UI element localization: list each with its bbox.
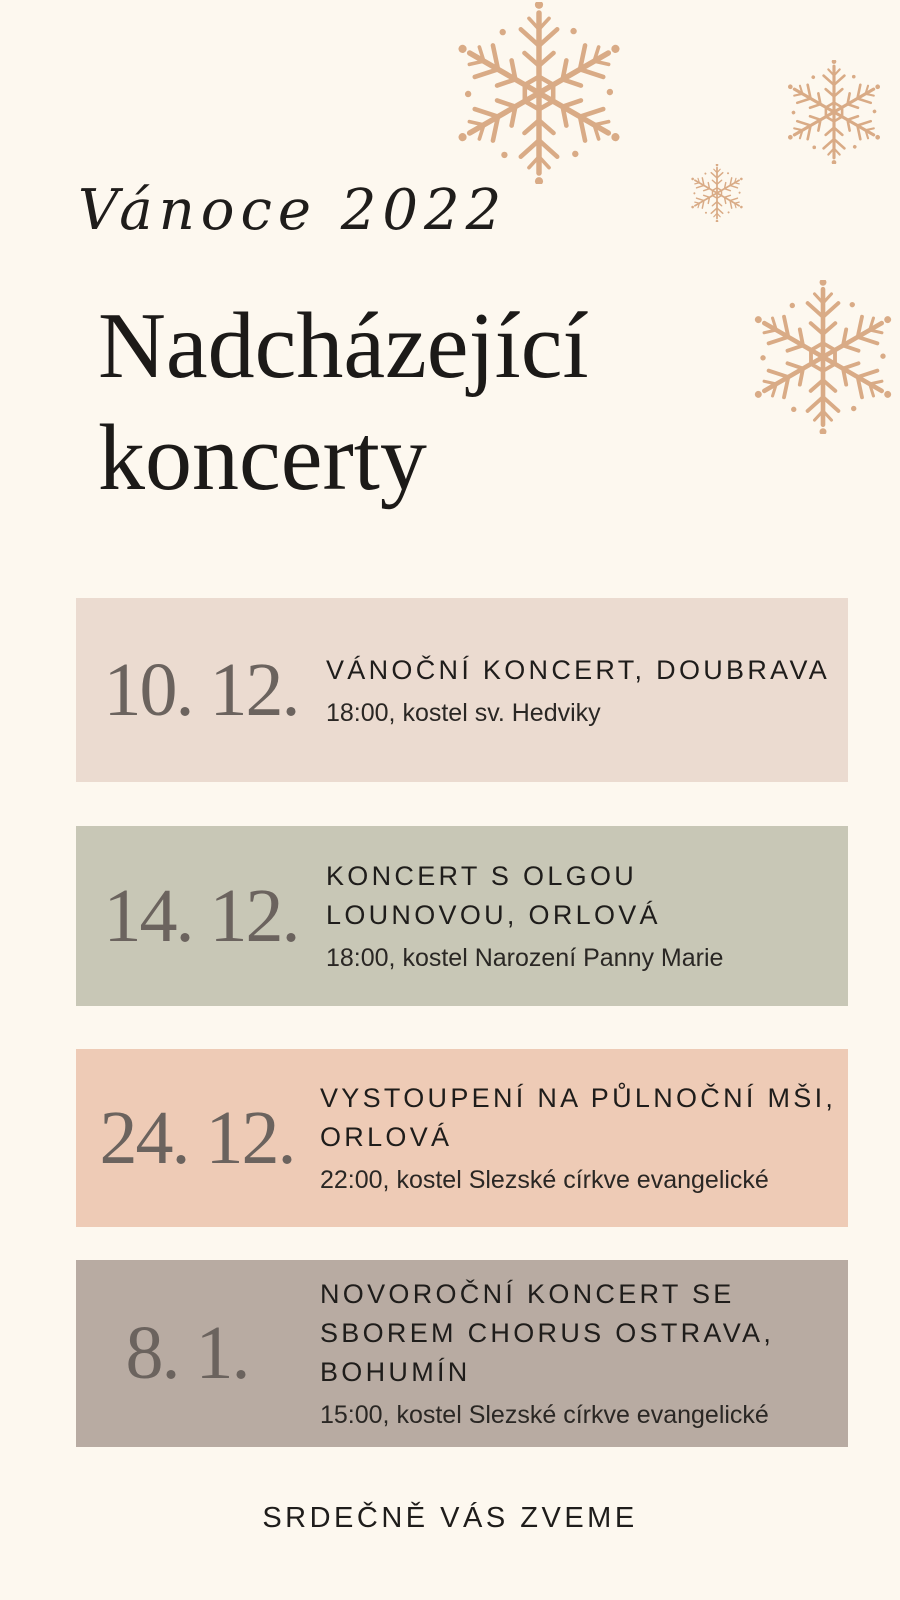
concert-name: NOVOROČNÍ KONCERT SE SBOREM CHORUS OSTRAVA, BOHUMÍN xyxy=(320,1279,775,1387)
footer-invitation: SRDEČNĚ VÁS ZVEME xyxy=(262,1502,638,1534)
concert-name: VYSTOUPENÍ NA PŮLNOČNÍ MŠI, ORLOVÁ xyxy=(320,1083,837,1152)
snowflake-icon-small xyxy=(688,164,746,222)
snowflake-icon-large xyxy=(448,2,630,184)
concert-date: 24. 12. xyxy=(99,1095,295,1180)
concert-date: 8. 1. xyxy=(125,1311,249,1395)
snowflake-icon-right xyxy=(746,280,900,434)
concert-name: KONCERT S OLGOU LOUNOVOU, ORLOVÁ xyxy=(326,861,661,930)
concert-date: 14. 12. xyxy=(103,873,299,958)
concert-card xyxy=(76,1049,848,1227)
concert-info xyxy=(326,826,834,1006)
concert-detail: 18:00, kostel sv. Hedviky xyxy=(326,698,601,727)
concert-detail: 22:00, kostel Slezské církve evangelické xyxy=(320,1166,769,1194)
concert-detail: 18:00, kostel Narození Panny Marie xyxy=(326,944,724,972)
concert-card xyxy=(76,826,848,1006)
concert-info xyxy=(320,1049,840,1227)
concert-card xyxy=(76,1260,848,1447)
page-title-line1: Nadcházející xyxy=(98,294,589,398)
concert-name: VÁNOČNÍ KONCERT, DOUBRAVA xyxy=(326,654,831,685)
concert-info xyxy=(320,1260,840,1447)
subtitle-script: Vánoce 2022 xyxy=(78,178,508,243)
concert-info xyxy=(326,598,834,782)
page-title-line2: koncerty xyxy=(98,406,427,510)
concert-card xyxy=(76,598,848,782)
page-title xyxy=(98,290,589,514)
snowflake-icon-top-right xyxy=(782,60,886,164)
concert-date: 10. 12. xyxy=(103,647,299,732)
concert-detail: 15:00, kostel Slezské církve evangelické xyxy=(320,1401,769,1429)
